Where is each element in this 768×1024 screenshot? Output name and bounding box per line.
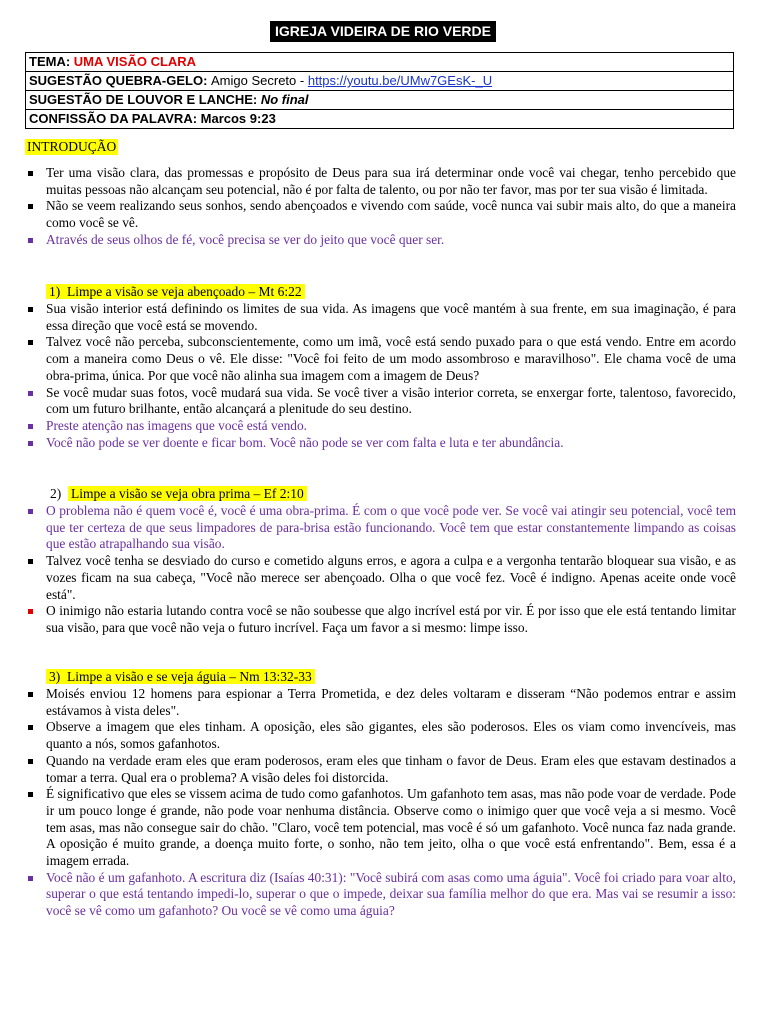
tema-label: TEMA: (29, 54, 74, 69)
list-item: Não se veem realizando seus sonhos, sendo abençoados e vivendo com saúde, você nunca vai subir mais alto, do que a maneira como você se vê. (26, 198, 736, 231)
section2-list (26, 503, 736, 637)
bullet-icon (28, 792, 33, 797)
list-item: Preste atenção nas imagens que você está vendo. (26, 418, 736, 435)
bullet-icon (28, 692, 33, 697)
list-item: Talvez você não perceba, subconscientemente, como um imã, você está sendo puxado para o que está vendo. Entre em acordo com a maneira como Deus o vê. Ele disse: "Você foi feito de um modo assombroso e maravilhoso". Ele chama você de uma obra-prima, única. Por que você não alinha sua imagem com a imagem de Deus? (26, 334, 736, 384)
quebra-gelo-value: Amigo Secreto - (211, 73, 308, 88)
list-item: O inimigo não estaria lutando contra você se não soubesse que algo incrível está por vir. É por isso que ele está tentando limitar sua visão, para que você não veja o futuro incrível. Faça um favor a si mesmo: limpe isso. (26, 603, 736, 636)
list-item: Você não é um gafanhoto. A escritura diz (Isaías 40:31): "Você subirá com asas como uma águia". Você foi criado para voar alto, superar o que está tentando impedi-lo, superar o que o impede, deixar sua família melhor do que era. Mas vai se resumir a isso: você se vê como um gafanhoto? Ou você se vê como uma águia? (26, 870, 736, 920)
louvor-value: No final (260, 92, 309, 107)
confissao-label: CONFISSÃO DA PALAVRA: Marcos 9:23 (29, 111, 276, 126)
bullet-icon (28, 238, 33, 243)
bullet-icon (28, 340, 33, 345)
section3-number: 3) (49, 669, 61, 684)
tema-value: UMA VISÃO CLARA (73, 54, 197, 69)
section2-number: 2) (50, 486, 62, 501)
bullet-icon (28, 759, 33, 764)
bullet-icon (28, 876, 33, 881)
section2-title: Limpe a visão se veja obra prima – Ef 2:10 (68, 486, 307, 501)
list-item: Se você mudar suas fotos, você mudará sua vida. Se você tiver a visão interior correta, se enxergar forte, talentoso, favorecido, com um futuro brilhante, então alcançará a plenitude do seu destino. (26, 385, 736, 418)
bullet-icon (28, 424, 33, 429)
bullet-icon (28, 725, 33, 730)
section3-heading (46, 669, 315, 685)
bullet-icon (28, 391, 33, 396)
section1-list (26, 301, 736, 451)
bullet-icon (28, 509, 33, 514)
quebra-gelo-label: SUGESTÃO QUEBRA-GELO: (29, 73, 212, 88)
quebra-gelo-row (26, 71, 733, 90)
list-item: Quando na verdade eram eles que eram poderosos, eram eles que tinham o favor de Deus. Eram eles que estavam destinados a tomar a terra. Qual era o problema? A visão deles foi distorcida. (26, 753, 736, 786)
intro-section (26, 165, 736, 249)
section1-number: 1) (49, 284, 61, 299)
confissao-row (26, 109, 733, 128)
list-item: É significativo que eles se vissem acima de tudo como gafanhotos. Um gafanhoto tem asas, mas não pode voar de verdade. Pode ir um pouco longe é grande, não pode voar nenhuma distância. Observe como o inimigo quer que você veja a si mesmo. Você tem asas, mas não consegue sair do chão. "Claro, você tem potencial, mas você é só um gafanhoto. Você nunca faz nada grande. A oposição é muito grande, a doença muito forte, o sonho, não tem jeito, olha o que você está enfrentando". Bem, essa é a imagem errada. (26, 786, 736, 870)
tema-row (26, 53, 733, 71)
louvor-row (26, 90, 733, 109)
section1-title: Limpe a visão se veja abençoado – Mt 6:22 (67, 284, 302, 299)
bullet-icon (28, 559, 33, 564)
list-item: Moisés enviou 12 homens para espionar a Terra Prometida, e dez deles voltaram e disseram “Não podemos entrar e assim estávamos à vista deles". (26, 686, 736, 719)
list-item: Você não pode se ver doente e ficar bom. Você não pode se ver com falta e luta e ter abundância. (26, 435, 736, 452)
louvor-label: SUGESTÃO DE LOUVOR E LANCHE: (29, 92, 261, 107)
section3-title: Limpe a visão e se veja águia – Nm 13:32-33 (67, 669, 312, 684)
list-item: O problema não é quem você é, você é uma obra-prima. É com o que você pode ver. Se você vai atingir seu potencial, você tem que ter certeza de que seus limpadores de para-brisa estão funcionando. Você tem que estar constantemente limpando as coisas que estão atrapalhando sua visão. (26, 503, 736, 553)
quebra-gelo-link[interactable]: https://youtu.be/UMw7GEsK-_U (307, 73, 493, 88)
list-item: Através de seus olhos de fé, você precisa se ver do jeito que você quer ser. (26, 232, 736, 249)
bullet-icon (28, 609, 33, 614)
section2-heading (50, 486, 307, 502)
bullet-icon (28, 204, 33, 209)
list-item: Talvez você tenha se desviado do curso e cometido alguns erros, e agora a culpa e a vergonha tentarão bloquear sua visão, e as vozes ficam na sua cabeça, "Você não merece ser abençoado. Olha o que você fez. Você é indigno. Apenas aceite onde você está". (26, 553, 736, 603)
section1-heading (46, 284, 305, 300)
bullet-icon (28, 171, 33, 176)
list-item: Observe a imagem que eles tinham. A oposição, eles são gigantes, eles são poderosos. Eles os viam como invencíveis, mas quanto a nós, somos gafanhotos. (26, 719, 736, 752)
header-info-box (25, 52, 734, 129)
list-item: Sua visão interior está definindo os limites de sua vida. As imagens que você mantém à sua frente, em sua imaginação, é para essa direção que você está se movendo. (26, 301, 736, 334)
section3-list (26, 686, 736, 920)
intro-heading: INTRODUÇÃO (27, 139, 117, 154)
document-title: IGREJA VIDEIRA DE RIO VERDE (270, 21, 496, 42)
list-item: Ter uma visão clara, das promessas e propósito de Deus para sua irá determinar onde você vai chegar, tenho percebido que muitas pessoas não alcançam seu potencial, não é por falta de talento, ou por não ter favor, mas por ter sua visão é limitada. (26, 165, 736, 198)
bullet-icon (28, 307, 33, 312)
bullet-icon (28, 441, 33, 446)
